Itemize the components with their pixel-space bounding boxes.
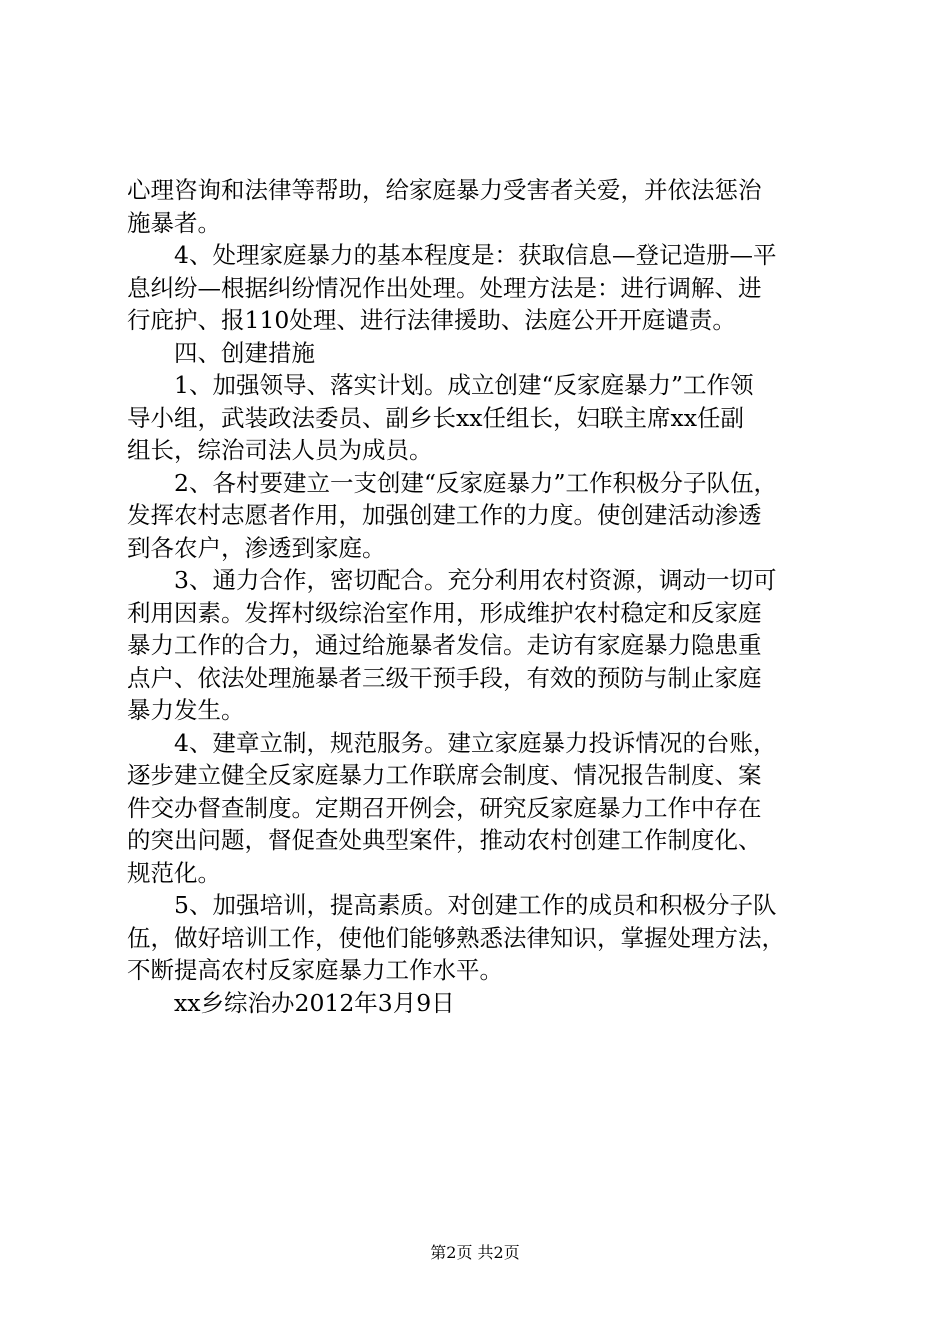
text-line: 施暴者。 xyxy=(127,208,221,237)
text-line: 5、加强培训，提高素质。对创建工作的成员和积极分子队 xyxy=(174,891,777,919)
text-line: 四、创建措施 xyxy=(174,338,315,367)
text-line: 息纠纷—根据纠纷情况作出处理。处理方法是：进行调解、进 xyxy=(127,273,762,302)
text-line: 不断提高农村反家庭暴力工作水平。 xyxy=(127,956,503,984)
text-line: 利用因素。发挥村级综治室作用，形成维护农村稳定和反家庭 xyxy=(127,598,762,627)
text-line: 暴力工作的合力，通过给施暴者发信。走访有家庭暴力隐患重 xyxy=(127,631,762,659)
text-line: 伍，做好培训工作，使他们能够熟悉法律知识，掌握处理方法， xyxy=(127,923,785,952)
text-line: 规范化。 xyxy=(127,858,221,887)
text-line: 点户、依法处理施暴者三级干预手段，有效的预防与制止家庭 xyxy=(127,663,762,692)
text-line: 4、处理家庭暴力的基本程度是：获取信息—登记造册—平 xyxy=(174,241,777,269)
text-line: 到各农户，渗透到家庭。 xyxy=(127,533,386,562)
text-line: 4、建章立制，规范服务。建立家庭暴力投诉情况的台账， xyxy=(174,728,777,757)
text-line: 组长，综治司法人员为成员。 xyxy=(127,436,433,464)
text-line: 发挥农村志愿者作用，加强创建工作的力度。使创建活动渗透 xyxy=(127,501,762,529)
text-line: 件交办督查制度。定期召开例会，研究反家庭暴力工作中存在 xyxy=(127,793,762,822)
text-line: 暴力发生。 xyxy=(127,696,245,724)
page-footer: 第2页 共2页 xyxy=(430,1243,520,1262)
text-line: 2、各村要建立一支创建“反家庭暴力”工作积极分子队伍， xyxy=(174,468,777,497)
text-line: 逐步建立健全反家庭暴力工作联席会制度、情况报告制度、案 xyxy=(127,761,762,789)
text-line: 心理咨询和法律等帮助，给家庭暴力受害者关爱，并依法惩治 xyxy=(127,176,762,204)
text-line: 1、加强领导、落实计划。成立创建“反家庭暴力”工作领 xyxy=(174,371,754,399)
text-line: 的突出问题，督促查处典型案件，推动农村创建工作制度化、 xyxy=(127,826,762,854)
text-line: xx乡综治办2012年3月9日 xyxy=(174,988,455,1017)
text-line: 导小组，武装政法委员、副乡长xx任组长，妇联主席xx任副 xyxy=(127,403,745,432)
text-line: 行庇护、报110处理、进行法律援助、法庭公开开庭谴责。 xyxy=(127,306,736,334)
text-line: 3、通力合作，密切配合。充分利用农村资源，调动一切可 xyxy=(174,566,777,594)
document-body xyxy=(127,174,827,1019)
